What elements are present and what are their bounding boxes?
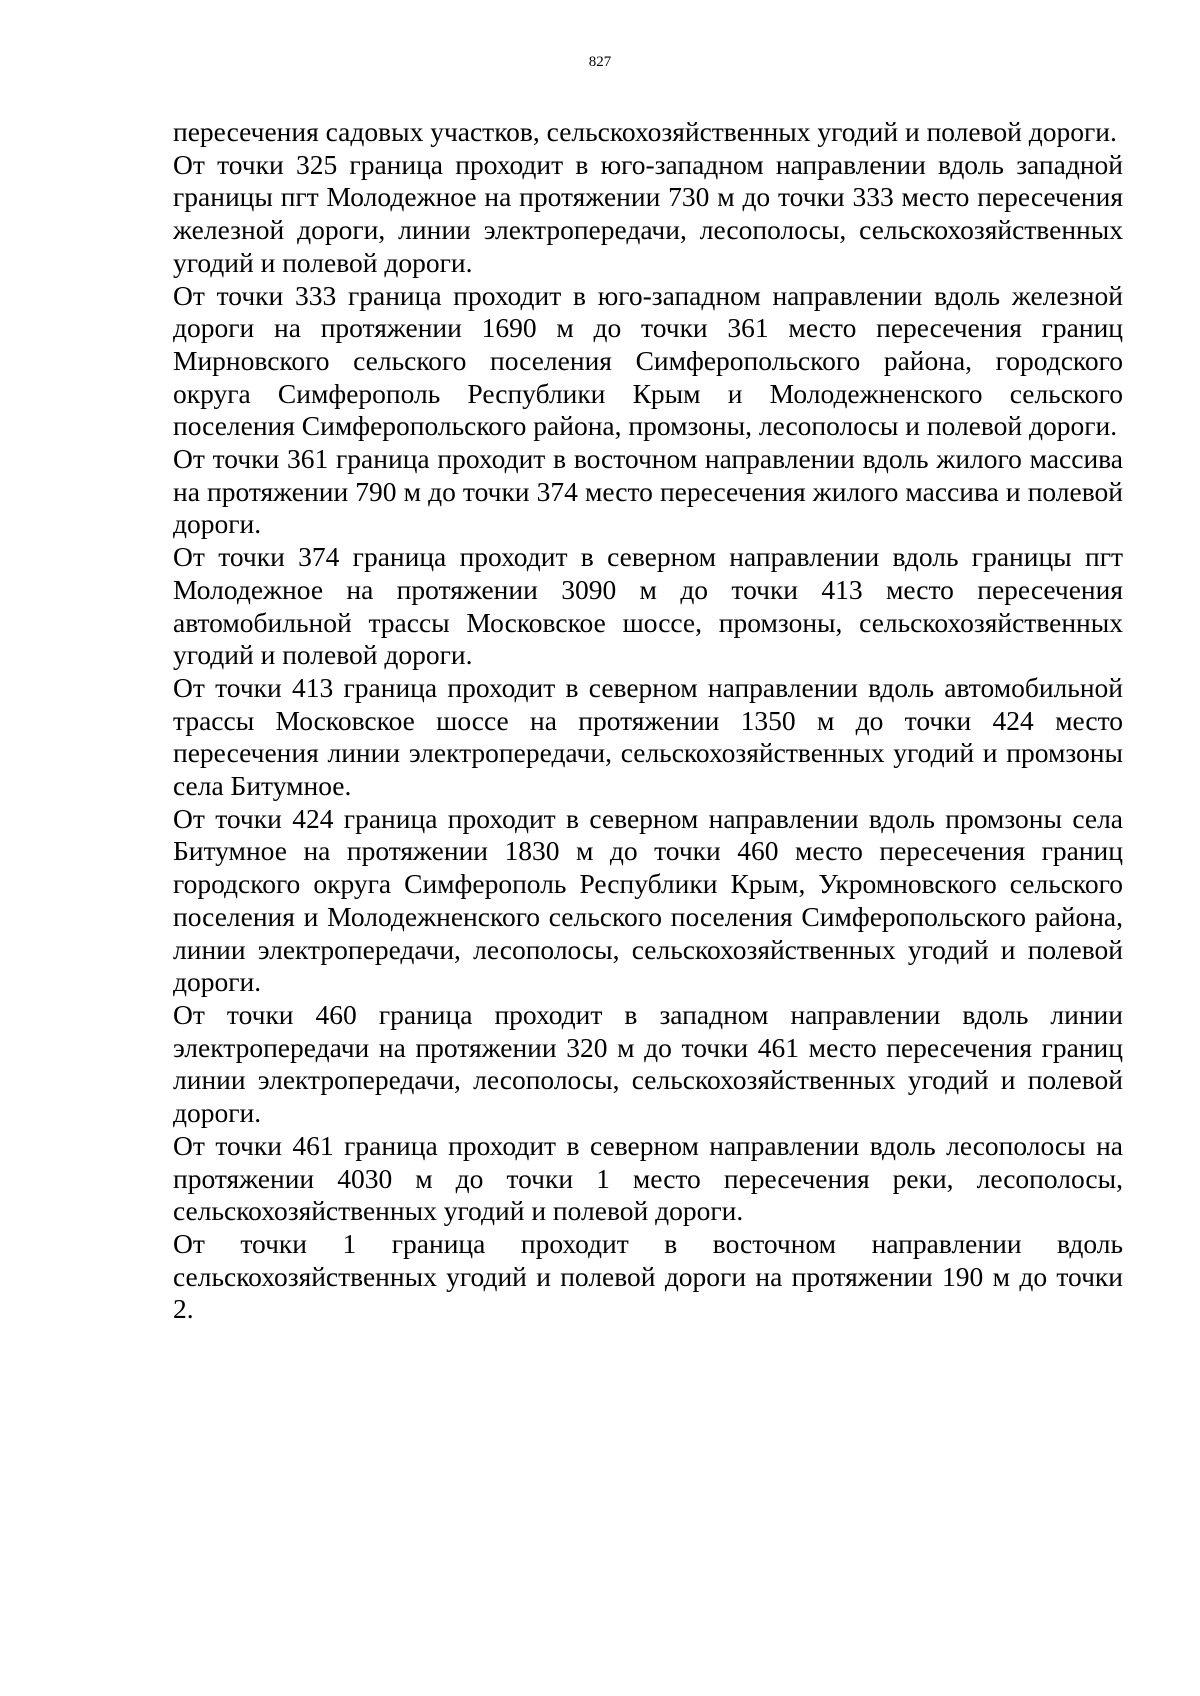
paragraph-4: От точки 361 граница проходит в восточном направлении вдоль жилого массива на протяжении 790 м до точки 374 место пересечения жилого массива и полевой дороги. <box>173 443 1123 540</box>
paragraph-1: пересечения садовых участков, сельскохозяйственных угодий и полевой дороги. <box>173 116 1117 147</box>
paragraph-7: От точки 424 граница проходит в северном направлении вдоль промзоны села Битумное на протяжении 1830 м до точки 460 место пересечения границ городского округа Симферополь Республики Крым, Укромновского сельского поселения и Молодежненского сельского поселения Симферопольского района, линии электропередачи, лесополосы, сельскохозяйственных угодий и полевой дороги. <box>173 802 1123 998</box>
page-number: 827 <box>588 54 612 70</box>
document-body <box>173 116 1123 1326</box>
paragraph-3: От точки 333 граница проходит в юго-западном направлении вдоль железной дороги на протяжении 1690 м до точки 361 место пересечения границ Мирновского сельского поселения Симферопольского района, городского округа Симферополь Республики Крым и Молодежненского сельского поселения Симферопольского района, промзоны, лесополосы и полевой дороги. <box>173 279 1123 442</box>
paragraph-5: От точки 374 граница проходит в северном направлении вдоль границы пгт Молодежное на протяжении 3090 м до точки 413 место пересечения автомобильной трассы Московское шоссе, промзоны, сельскохозяйственных угодий и полевой дороги. <box>173 541 1123 671</box>
paragraph-8: От точки 460 граница проходит в западном направлении вдоль линии электропередачи на протяжении 320 м до точки 461 место пересечения границ линии электропередачи, лесополосы, сельскохозяйственных угодий и полевой дороги. <box>173 998 1123 1129</box>
paragraph-10: От точки 1 граница проходит в восточном направлении вдоль сельскохозяйственных угодий и полевой дороги на протяжении 190 м до точки 2. <box>173 1227 1123 1325</box>
paragraph-2: От точки 325 граница проходит в юго-западном направлении вдоль западной границы пгт Молодежное на протяжении 730 м до точки 333 место пересечения железной дороги, линии электропередачи, лесополосы, сельскохозяйственных угодий и полевой дороги. <box>173 148 1123 278</box>
paragraph-9: От точки 461 граница проходит в северном направлении вдоль лесополосы на протяжении 4030 м до точки 1 место пересечения реки, лесополосы, сельскохозяйственных угодий и полевой дороги. <box>173 1129 1123 1227</box>
paragraph-6: От точки 413 граница проходит в северном направлении вдоль автомобильной трассы Московское шоссе на протяжении 1350 м до точки 424 место пересечения линии электропередачи, сельскохозяйственных угодий и промзоны села Битумное. <box>173 671 1123 802</box>
